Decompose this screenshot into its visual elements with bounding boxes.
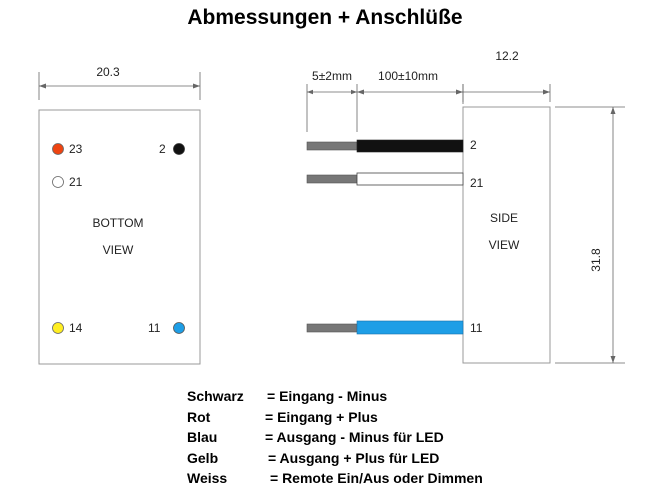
side-view-group [307, 49, 625, 363]
pin-23-label: 23 [69, 142, 83, 156]
wire-length-label: 100±10mm [378, 69, 438, 83]
pin-11-label: 11 [148, 321, 161, 335]
legend-name: Blau [187, 429, 218, 445]
pin-2-label: 2 [159, 142, 166, 156]
side-height-label: 31.8 [589, 248, 603, 272]
pin-11-dot [174, 323, 185, 334]
legend-name: Rot [187, 408, 211, 425]
pin-21-dot [53, 177, 64, 188]
pin-14-dot [53, 323, 64, 334]
pin-2-stub [307, 142, 357, 150]
wire-21-label: 21 [470, 176, 484, 190]
legend-desc: = Ausgang - Minus für LED [265, 429, 444, 445]
pin-2-dot [174, 144, 185, 155]
wire-2 [357, 140, 463, 152]
page-title: Abmessungen + Anschlüße [187, 6, 463, 29]
bottom-width-label: 20.3 [96, 65, 120, 79]
pin-11-stub [307, 324, 357, 332]
bottom-view-label-2: VIEW [102, 243, 134, 257]
legend-desc: = Ausgang + Plus für LED [268, 449, 440, 466]
wire-dimensions [307, 69, 463, 132]
legend-name: Schwarz [187, 388, 244, 404]
wire-11-label: 11 [470, 321, 483, 335]
legend-desc: = Eingang - Minus [267, 388, 388, 404]
wire-21 [357, 173, 463, 185]
bottom-view-group [39, 65, 200, 364]
side-view-label-1: SIDE [489, 211, 519, 225]
legend-desc: = Eingang + Plus [265, 408, 378, 425]
pin-21-stub [307, 175, 357, 183]
side-depth-label: 12.2 [495, 49, 519, 63]
pin-length-label: 5±2mm [312, 69, 352, 83]
pin-23-dot [53, 144, 64, 155]
legend-name: Gelb [187, 449, 219, 466]
bottom-view-label-1: BOTTOM [92, 216, 144, 230]
side-view-label-2: VIEW [488, 238, 520, 252]
pin-21-label: 21 [69, 175, 83, 189]
legend-name: Weiss [187, 470, 228, 486]
pin-14-label: 14 [69, 321, 83, 335]
wire-2-label: 2 [470, 138, 477, 152]
wire-11 [357, 321, 463, 334]
legend-desc: = Remote Ein/Aus oder Dimmen [270, 470, 483, 486]
